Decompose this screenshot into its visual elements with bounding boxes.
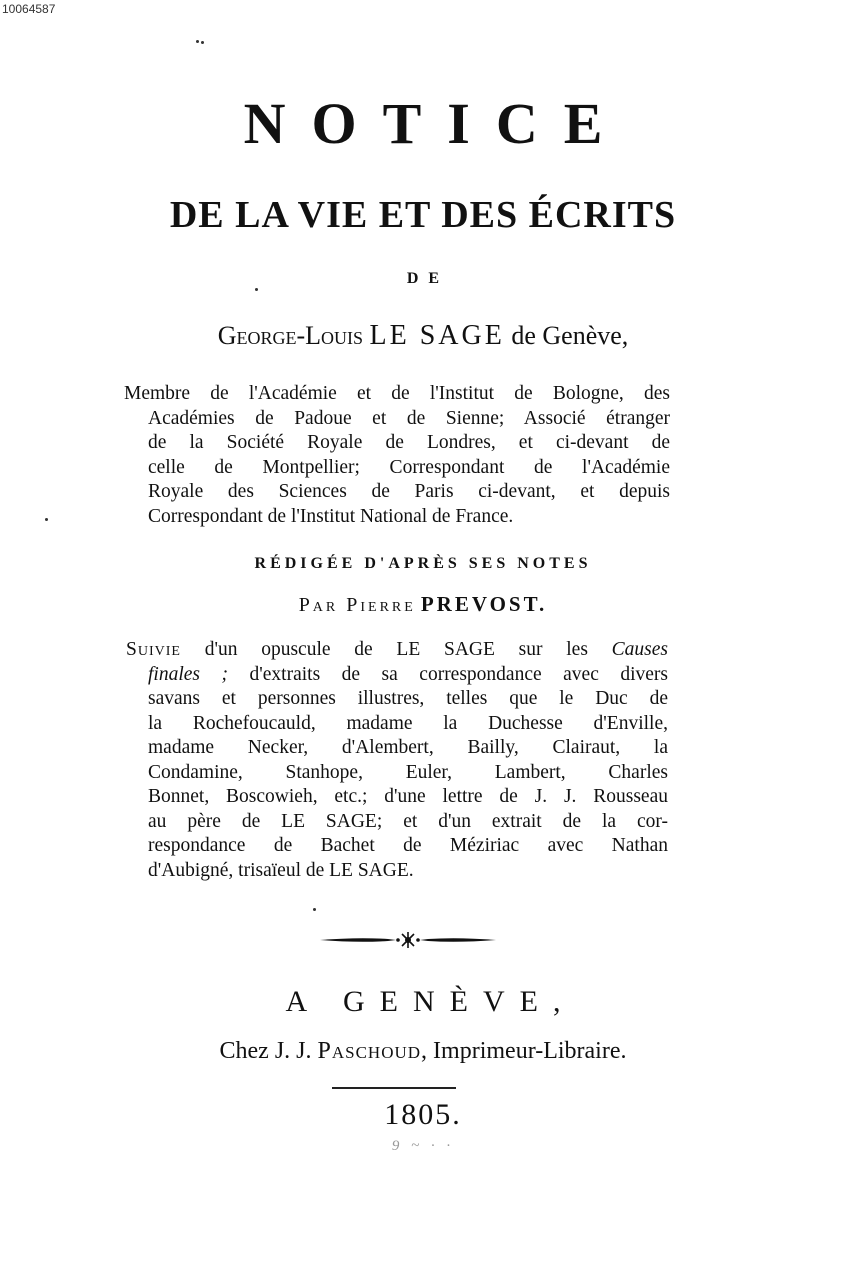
contents-line [126,638,668,663]
contents-text: d'un opuscule de LE SAGE sur les [204,639,588,660]
publisher-name: Paschoud [317,1038,422,1064]
imprint-publisher [0,1038,846,1065]
contents-line: respondance de Bachet de Méziriac avec Nathan [148,835,668,856]
publisher-prefix: Chez J. J. [219,1038,312,1064]
contents-line: madame Necker, d'Alembert, Bailly, Clairaut, la [148,737,668,758]
contents-line: Condamine, Stanhope, Euler, Lambert, Charles [148,761,668,783]
author-surname: LE SAGE [369,320,505,351]
contents-lead: Suivie [126,639,181,660]
publisher-suffix: , Imprimeur-Libraire. [421,1038,627,1064]
imprint-rule [332,1087,456,1089]
page-id-label: 10064587 [2,2,56,16]
contents-italic: Causes [611,639,668,660]
contents-line: d'Aubigné, trisaïeul de LE SAGE. [148,859,414,881]
contents-line: savans et personnes illustres, telles que le Duc de [148,688,668,709]
ornament-divider [318,928,498,952]
handwritten-mark: 9 ~ · · [391,1138,455,1154]
imprint-year: 1805. [384,1098,462,1131]
author-line [0,320,846,352]
contents-line: au père de LE SAGE; et d'un extrait de la cor- [148,810,668,832]
page-title: NOTICE [243,91,629,156]
membership-line: Académies de Padoue et de Sienne; Associé étranger [148,407,670,429]
contents-line [126,663,668,688]
membership-line: Correspondant de l'Institut National de France. [148,505,514,527]
contents-line: la Rochefoucauld, madame la Duchesse d'Enville, [148,712,668,734]
redigee-line: RÉDIGÉE D'APRÈS SES NOTES [254,555,592,572]
de-line: DE [406,270,450,287]
contents-paragraph [126,638,668,883]
contents-text: d'extraits de sa correspondance avec divers [249,663,669,685]
membership-line: de la Société Royale de Londres, et ci-devant de [148,432,670,454]
ink-speck [313,908,316,911]
editor-prefix: Par Pierre [298,594,416,616]
page-subtitle: DE LA VIE ET DES ÉCRITS [169,194,677,236]
contents-italic: finales ; [148,663,228,685]
contents-line: Bonnet, Boscowieh, etc.; d'une lettre de J. J. Rousseau [148,786,668,807]
editor-line [0,592,846,617]
editor-name: PREVOST. [420,592,548,616]
ink-speck [196,40,199,43]
author-suffix: de Genève, [511,321,629,350]
ink-speck [45,518,48,521]
author-given-name: George-Louis [217,321,364,350]
membership-paragraph [124,382,670,530]
ink-speck [255,288,258,291]
ink-speck [201,41,204,44]
membership-line: celle de Montpellier; Correspondant de l'Académie [148,456,670,478]
membership-line: Royale des Sciences de Paris ci-devant, et depuis [148,481,670,503]
membership-line: Membre de l'Académie et de l'Institut de Bologne, des [124,383,670,404]
imprint-city: A GENÈVE, [285,985,576,1018]
